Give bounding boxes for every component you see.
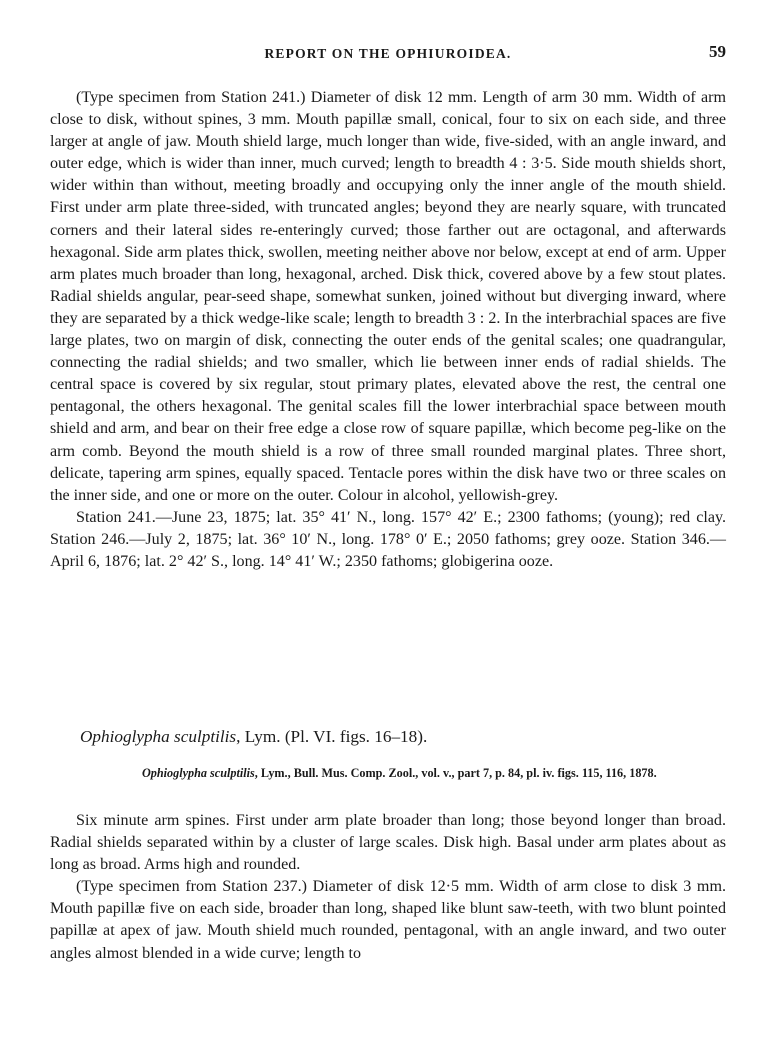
paragraph-description: (Type specimen from Station 241.) Diameter of disk 12 mm. Length of arm 30 mm. Width of arm close to disk, without spines, 3 mm. Mouth papillæ small, conical, four to six on each side, and three larger at angle of jaw. Mouth shield large, much longer than wide, five-sided, with an angle inward, and outer edge, which is wider than inner, much curved; length to breadth 4 : 3·5. Side mouth shields short, wider within than without, meeting broadly and occupying only the inner angle of the mouth shield. First under arm plate three-sided, with truncated angles; beyond they are nearly square, with truncated corners and their lateral sides re-enteringly curved; those farther out are octagonal, and afterwards hexagonal. Side arm plates thick, swollen, meeting neither above nor below, except at end of arm. Upper arm plates much broader than long, hexagonal, arched. Disk thick, covered above by a few stout plates. Radial shields angular, pear-seed shape, somewhat sunken, joined without but diverging inward, where they are separated by a thick wedge-like scale; length to breadth 3 : 2. In the interbrachial spaces are five large plates, two on margin of disk, connecting the outer ends of the genital scales; one quadrangular, connecting the radial shields; and two smaller, which lie between inner ends of radial shields. The central space is covered by six regular, stout primary plates, elevated above the rest, the central one pentagonal, the others hexagonal. The genital scales fill the lower interbrachial space between mouth shield and arm, and bear on their free edge a close row of square papillæ, which become peg-like on the arm comb. Beyond the mouth shield is a row of three small rounded marginal plates. Three short, delicate, tapering arm spines, equally spaced. Tentacle pores within the disk have two or three scales on the inner side, and one or more on the outer. Colour in alcohol, yellowish-grey.: [50, 89, 726, 504]
body-section-bottom: [50, 810, 726, 965]
synonymy-citation: , Lym., Bull. Mus. Comp. Zool., vol. v., part 7, p. 84, pl. iv. figs. 115, 116, 1878.: [254, 766, 657, 780]
paragraph-stations: Station 241.—June 23, 1875; lat. 35° 41′ N., long. 157° 42′ E.; 2300 fathoms; (young); red clay. Station 246.—July 2, 1875; lat. 36° 10′ N., long. 178° 0′ E.; 2050 fathoms; grey ooze. Station 346.—April 6, 1876; lat. 2° 42′ S., long. 14° 41′ W.; 2350 fathoms; globigerina ooze.: [50, 508, 726, 570]
running-title: REPORT ON THE OPHIUROIDEA.: [264, 46, 512, 61]
species-name: Ophioglypha sculptilis: [80, 727, 237, 746]
synonymy-name: Ophioglypha sculptilis: [142, 766, 255, 780]
page-number: 59: [709, 42, 726, 61]
page-header: [50, 42, 726, 66]
species-heading: [80, 726, 720, 748]
species-authority: , Lym. (Pl. VI. figs. 16–18).: [236, 727, 428, 746]
body-section-top: [50, 87, 726, 573]
synonymy-reference: [142, 765, 756, 782]
paragraph-type-specimen: (Type specimen from Station 237.) Diameter of disk 12·5 mm. Width of arm close to disk 3 mm. Mouth papillæ five on each side, broader than long, shaped like blunt saw-teeth, with two blunt pointed papillæ at apex of jaw. Mouth shield much rounded, pentagonal, with an angle inward, and two outer angles almost blended in a wide curve; length to: [50, 878, 726, 962]
paragraph-diagnosis: Six minute arm spines. First under arm plate broader than long; those beyond longer than broad. Radial shields separated within by a cluster of large scales. Disk high. Basal under arm plates about as long as broad. Arms high and rounded.: [50, 812, 726, 874]
